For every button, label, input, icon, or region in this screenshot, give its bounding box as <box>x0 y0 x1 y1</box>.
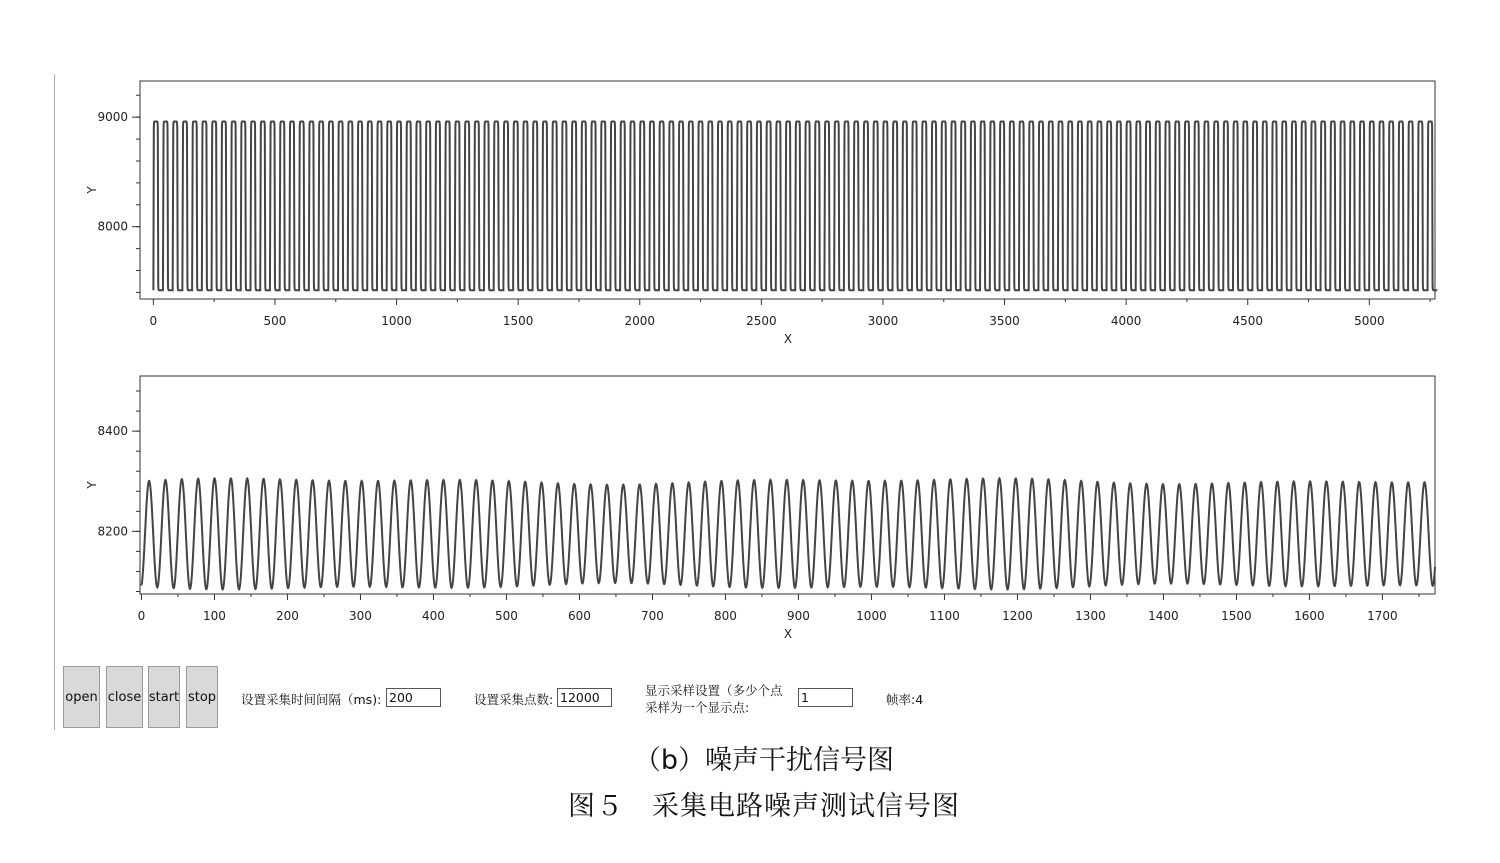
bottom-y-tick-label: 8400 <box>97 424 128 439</box>
figure-caption: 图５ 采集电路噪声测试信号图 <box>568 791 960 822</box>
bottom-y-tick-label: 8200 <box>97 524 128 539</box>
points-input[interactable] <box>557 688 612 707</box>
top-y-axis-label: Y <box>85 186 99 194</box>
bottom-x-tick-label: 400 <box>422 609 445 623</box>
bottom-x-axis-ticks <box>138 594 1419 623</box>
bottom-x-tick-label: 1700 <box>1367 609 1398 623</box>
bottom-x-tick-label: 100 <box>203 609 226 623</box>
open-button[interactable]: open <box>63 666 100 728</box>
bottom-x-tick-label: 500 <box>495 609 518 623</box>
bottom-x-tick-label: 300 <box>349 609 372 623</box>
bottom-x-tick-label: 1300 <box>1075 609 1106 623</box>
close-button[interactable]: close <box>106 666 143 728</box>
interval-input[interactable] <box>386 688 441 707</box>
top-x-tick-label: 1000 <box>381 314 412 328</box>
framerate-text: 帧率:4 <box>886 692 924 707</box>
bottom-signal-line <box>141 478 1435 589</box>
bottom-y-minor-ticks <box>136 391 140 591</box>
interval-label: 设置采集时间间隔（ms): <box>241 692 382 707</box>
top-x-tick-label: 3000 <box>867 314 899 328</box>
bottom-x-tick-label: 1500 <box>1221 609 1252 623</box>
top-x-axis-ticks <box>150 299 1431 328</box>
bottom-x-tick-label: 200 <box>276 609 299 623</box>
top-x-tick-label: 2500 <box>746 314 777 328</box>
bottom-x-tick-label: 800 <box>713 609 737 623</box>
top-x-tick-label: 4000 <box>1110 314 1142 328</box>
top-y-tick-label: 9000 <box>97 110 128 125</box>
top-y-axis-ticks <box>97 110 140 234</box>
bottom-x-tick-label: 1200 <box>1002 609 1033 623</box>
bottom-signal-chart <box>0 365 1500 650</box>
display-sampling-label-line1: 显示采样设置（多少个点 <box>645 683 783 698</box>
top-x-tick-label: 0 <box>149 314 158 328</box>
top-x-tick-label: 4500 <box>1232 314 1264 328</box>
top-signal-chart <box>0 70 1500 355</box>
bottom-x-tick-label: 900 <box>786 609 810 623</box>
top-x-tick-label: 5000 <box>1354 314 1385 328</box>
top-x-axis-label: X <box>783 332 793 346</box>
bottom-x-tick-label: 1100 <box>929 609 960 623</box>
top-y-tick-label: 8000 <box>97 219 128 234</box>
bottom-x-tick-label: 1400 <box>1148 609 1179 623</box>
top-x-tick-label: 3500 <box>989 314 1020 328</box>
figure-subcaption: （b）噪声干扰信号图 <box>633 745 895 776</box>
bottom-x-tick-label: 0 <box>137 609 146 623</box>
bottom-y-axis-ticks <box>97 424 140 538</box>
top-x-tick-label: 2000 <box>624 314 656 328</box>
bottom-y-axis-label: Y <box>85 481 99 489</box>
top-x-tick-label: 500 <box>263 314 287 328</box>
top-x-tick-label: 1500 <box>502 314 534 328</box>
top-signal-line <box>153 122 1437 291</box>
bottom-x-tick-label: 700 <box>640 609 664 623</box>
bottom-x-tick-label: 1600 <box>1294 609 1325 623</box>
start-button[interactable]: start <box>148 666 180 728</box>
display-sampling-input[interactable] <box>798 688 853 707</box>
stop-button[interactable]: stop <box>186 666 218 728</box>
display-sampling-label-line2: 采样为一个显示点: <box>645 700 750 715</box>
bottom-x-axis-label: X <box>783 627 793 641</box>
bottom-x-tick-label: 1000 <box>856 609 887 623</box>
bottom-x-tick-label: 600 <box>568 609 591 623</box>
top-y-minor-ticks <box>136 95 140 292</box>
points-label: 设置采集点数: <box>474 692 554 707</box>
